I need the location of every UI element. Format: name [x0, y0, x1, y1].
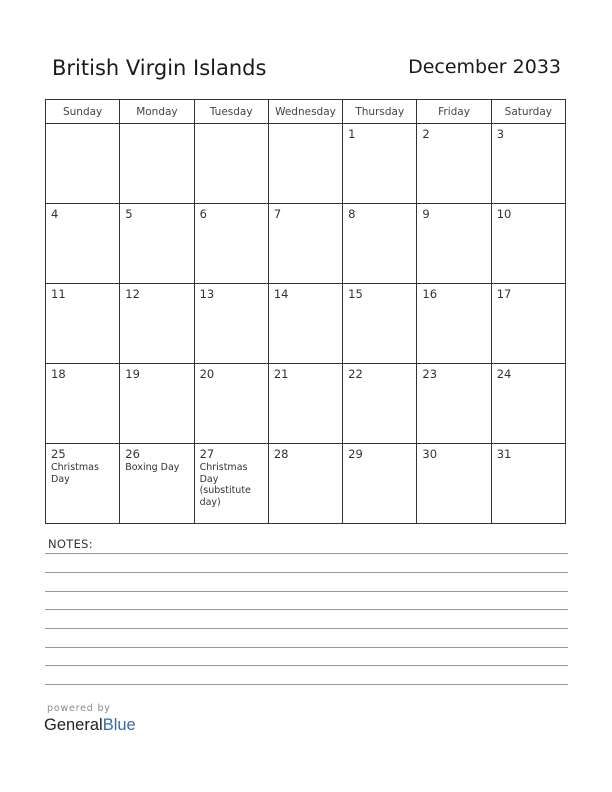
calendar-week-row — [46, 124, 566, 204]
day-number: 20 — [199, 367, 215, 381]
day-number: 11 — [51, 287, 66, 301]
weekday-header-row — [46, 100, 566, 124]
calendar-day-cell — [343, 364, 417, 444]
day-number: 22 — [348, 367, 363, 381]
day-number: 16 — [422, 287, 438, 301]
calendar-day-cell — [120, 364, 194, 444]
calendar-day-cell — [120, 444, 194, 524]
calendar-day-cell — [46, 364, 120, 444]
day-number: 14 — [273, 287, 289, 301]
calendar-week-row — [46, 284, 566, 364]
brand-name-part2: Blue — [102, 716, 136, 734]
notes-label: NOTES: — [48, 537, 93, 551]
calendar-day-cell — [268, 364, 342, 444]
day-number: 9 — [422, 207, 430, 221]
calendar-day-cell — [46, 284, 120, 364]
day-number: 23 — [422, 367, 438, 381]
day-number: 10 — [496, 207, 512, 221]
calendar-day-cell — [268, 284, 342, 364]
holiday-label: Boxing Day — [125, 462, 180, 473]
day-number: 5 — [125, 207, 133, 221]
brand-name-part1: General — [44, 716, 103, 734]
calendar-week-row — [46, 444, 566, 524]
note-line — [45, 553, 568, 554]
day-number: 17 — [496, 287, 512, 301]
day-number: 31 — [496, 447, 512, 461]
generalblue-logo — [44, 716, 136, 735]
calendar-day-cell — [491, 444, 565, 524]
weekday-header: Friday — [417, 100, 491, 124]
calendar-day-cell — [343, 204, 417, 284]
calendar-day-cell — [120, 204, 194, 284]
calendar-grid — [45, 99, 566, 524]
calendar-day-cell — [417, 364, 491, 444]
calendar-day-cell — [417, 204, 491, 284]
calendar-day-cell — [46, 204, 120, 284]
calendar-day-cell — [491, 124, 565, 204]
note-line — [45, 628, 568, 629]
calendar-day-cell — [491, 364, 565, 444]
day-number: 19 — [125, 367, 140, 381]
day-number: 6 — [199, 207, 207, 221]
calendar-day-cell — [268, 444, 342, 524]
calendar-day-cell — [343, 284, 417, 364]
calendar-day-cell — [194, 124, 268, 204]
day-number: 25 — [51, 447, 66, 461]
weekday-header: Sunday — [46, 100, 120, 124]
day-number: 3 — [496, 127, 505, 141]
calendar-day-cell — [417, 284, 491, 364]
calendar-day-cell — [268, 124, 342, 204]
day-number: 15 — [348, 287, 363, 301]
note-line — [45, 609, 568, 610]
day-number: 24 — [496, 367, 512, 381]
calendar-day-cell — [417, 124, 491, 204]
weekday-header: Tuesday — [194, 100, 268, 124]
calendar-day-cell — [417, 444, 491, 524]
calendar-week-row — [46, 204, 566, 284]
day-number: 12 — [125, 287, 140, 301]
powered-by-text: powered by — [47, 703, 111, 714]
calendar-region-title: British Virgin Islands — [52, 56, 267, 80]
note-line — [45, 647, 568, 648]
note-line — [45, 591, 568, 592]
day-number: 30 — [422, 447, 438, 461]
weekday-header: Saturday — [491, 100, 565, 124]
calendar-week-row — [46, 364, 566, 444]
day-number: 13 — [199, 287, 215, 301]
weekday-header: Wednesday — [268, 100, 342, 124]
calendar-day-cell — [120, 124, 194, 204]
note-line — [45, 684, 568, 685]
weekday-header: Monday — [120, 100, 194, 124]
calendar-day-cell — [120, 284, 194, 364]
calendar-day-cell — [491, 204, 565, 284]
calendar-day-cell — [194, 444, 268, 524]
holiday-label: Christmas Day — [51, 462, 99, 485]
day-number: 2 — [422, 127, 430, 141]
day-number: 4 — [51, 207, 59, 221]
day-number: 21 — [273, 367, 289, 381]
day-number: 8 — [348, 207, 356, 221]
weekday-header: Thursday — [343, 100, 417, 124]
note-line — [45, 572, 568, 573]
calendar-day-cell — [46, 124, 120, 204]
calendar-day-cell — [491, 284, 565, 364]
holiday-label: Christmas Day (substitute day) — [199, 462, 251, 508]
day-number: 1 — [348, 127, 356, 141]
note-line — [45, 665, 568, 666]
calendar-day-cell — [343, 124, 417, 204]
day-number: 26 — [125, 447, 140, 461]
calendar-day-cell — [46, 444, 120, 524]
day-number: 29 — [348, 447, 363, 461]
calendar-day-cell — [268, 204, 342, 284]
day-number: 28 — [273, 447, 289, 461]
calendar-day-cell — [194, 284, 268, 364]
calendar-day-cell — [343, 444, 417, 524]
calendar-day-cell — [194, 364, 268, 444]
day-number: 27 — [199, 447, 215, 461]
day-number: 7 — [273, 207, 282, 221]
day-number: 18 — [51, 367, 66, 381]
calendar-month-title: December 2033 — [408, 56, 561, 78]
calendar-day-cell — [194, 204, 268, 284]
